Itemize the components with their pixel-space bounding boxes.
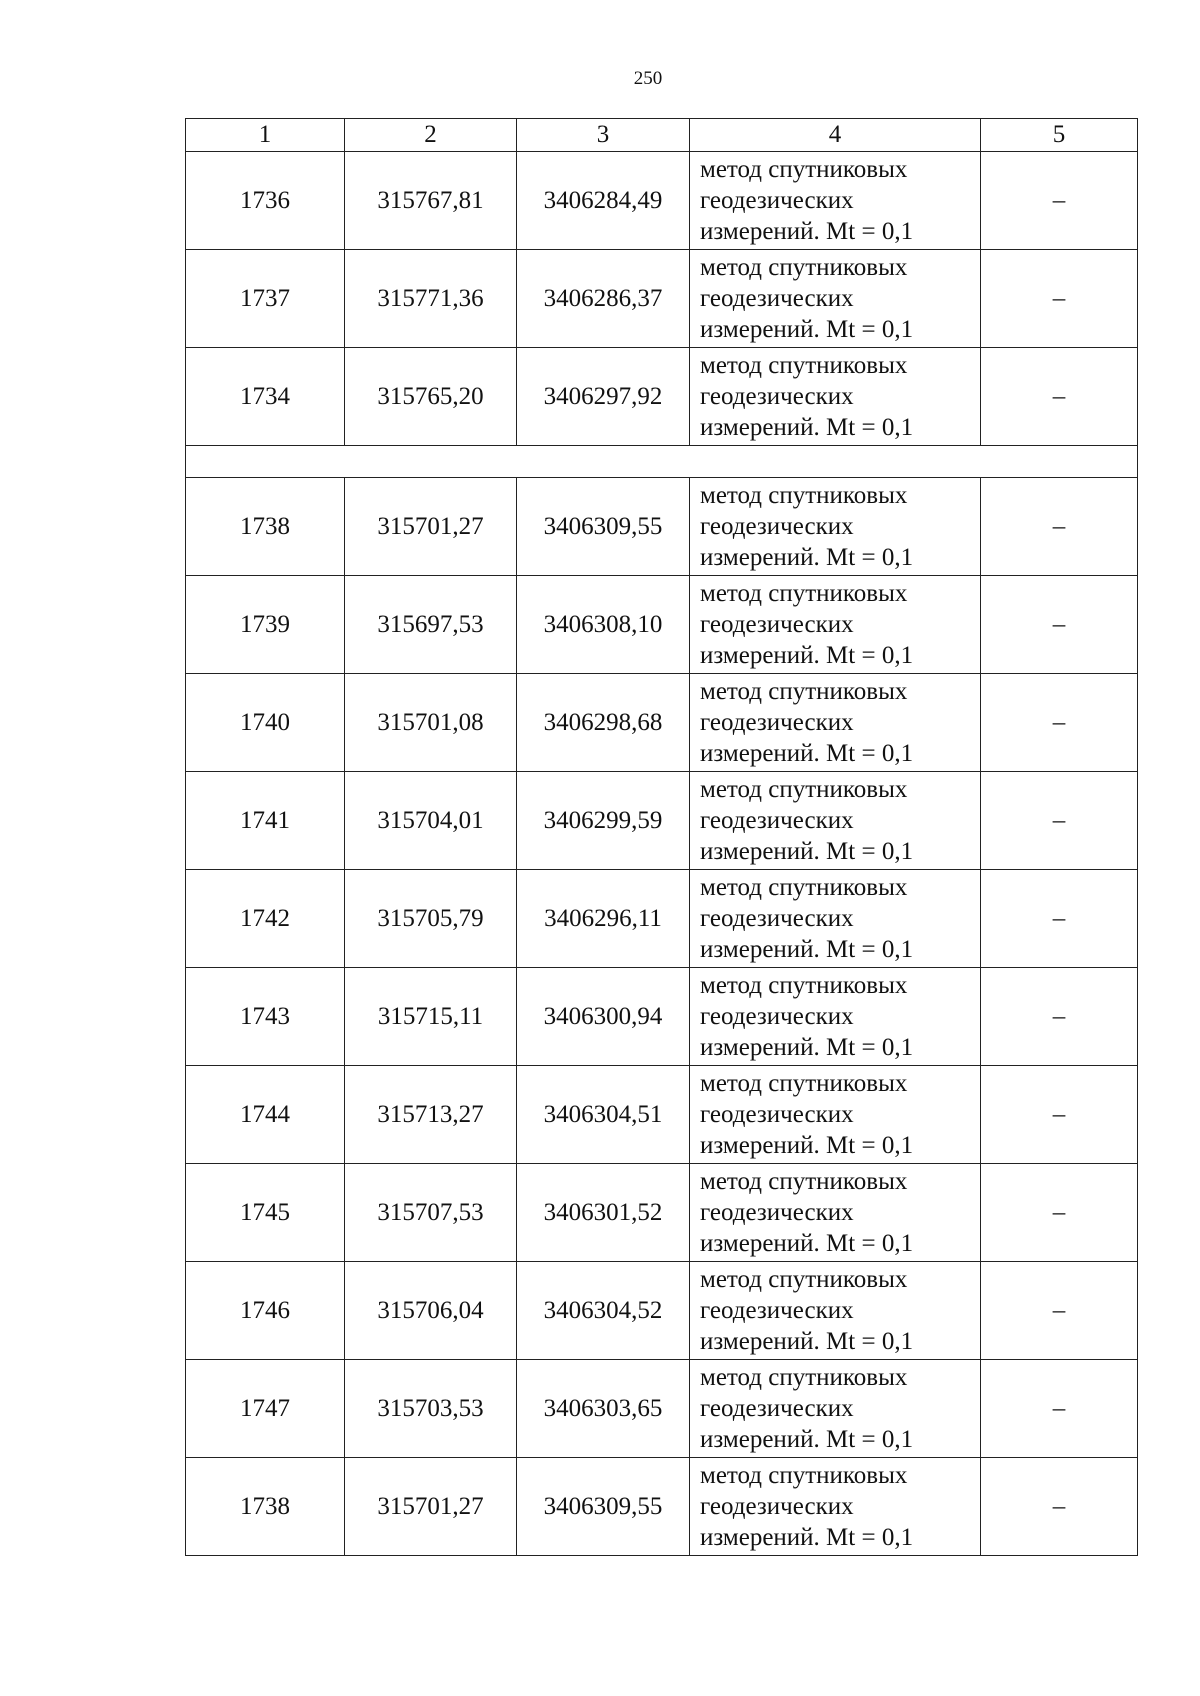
method-cell [690, 1066, 981, 1164]
x-coordinate-cell: 315707,53 [345, 1164, 517, 1262]
header-row [186, 119, 1138, 152]
method-line: метод спутниковых [700, 1266, 908, 1293]
page-number: 250 [633, 68, 663, 89]
y-coordinate-cell: 3406309,55 [517, 1458, 690, 1556]
y-coordinate-cell: 3406298,68 [517, 674, 690, 772]
method-line: метод спутниковых [700, 254, 908, 281]
method-cell [690, 1164, 981, 1262]
y-coordinate-cell: 3406309,55 [517, 478, 690, 576]
point-number-cell: 1745 [186, 1164, 345, 1262]
column-header-5: 5 [981, 119, 1138, 152]
method-line: метод спутниковых [700, 352, 908, 379]
method-cell [690, 576, 981, 674]
method-line: измерений. Mt = 0,1 [700, 642, 914, 669]
table-row [186, 870, 1138, 968]
method-cell [690, 968, 981, 1066]
point-number-cell: 1741 [186, 772, 345, 870]
note-cell: – [981, 1262, 1138, 1360]
column-header-4: 4 [690, 119, 981, 152]
y-coordinate-cell: 3406284,49 [517, 152, 690, 250]
note-cell: – [981, 576, 1138, 674]
method-cell [690, 674, 981, 772]
method-line: геодезических [700, 285, 854, 312]
table-row [186, 1360, 1138, 1458]
table-header [186, 119, 1138, 152]
method-line: измерений. Mt = 0,1 [700, 1132, 914, 1159]
y-coordinate-cell: 3406304,52 [517, 1262, 690, 1360]
separator-row [186, 446, 1138, 478]
method-line: измерений. Mt = 0,1 [700, 838, 914, 865]
method-line: геодезических [700, 513, 854, 540]
note-cell: – [981, 250, 1138, 348]
point-number-cell: 1738 [186, 1458, 345, 1556]
method-line: метод спутниковых [700, 1070, 908, 1097]
y-coordinate-cell: 3406296,11 [517, 870, 690, 968]
note-cell: – [981, 968, 1138, 1066]
method-line: геодезических [700, 807, 854, 834]
point-number-cell: 1747 [186, 1360, 345, 1458]
method-line: измерений. Mt = 0,1 [700, 316, 914, 343]
x-coordinate-cell: 315704,01 [345, 772, 517, 870]
method-line: измерений. Mt = 0,1 [700, 544, 914, 571]
table-body [186, 152, 1138, 1556]
method-line: геодезических [700, 709, 854, 736]
method-line: измерений. Mt = 0,1 [700, 1034, 914, 1061]
method-line: измерений. Mt = 0,1 [700, 1230, 914, 1257]
separator-cell [186, 446, 1138, 478]
method-cell [690, 152, 981, 250]
table-row [186, 1066, 1138, 1164]
y-coordinate-cell: 3406297,92 [517, 348, 690, 446]
point-number-cell: 1744 [186, 1066, 345, 1164]
method-cell [690, 250, 981, 348]
y-coordinate-cell: 3406286,37 [517, 250, 690, 348]
y-coordinate-cell: 3406299,59 [517, 772, 690, 870]
table-row [186, 1164, 1138, 1262]
y-coordinate-cell: 3406303,65 [517, 1360, 690, 1458]
method-line: измерений. Mt = 0,1 [700, 414, 914, 441]
x-coordinate-cell: 315701,27 [345, 1458, 517, 1556]
method-line: метод спутниковых [700, 580, 908, 607]
note-cell: – [981, 1360, 1138, 1458]
note-cell: – [981, 772, 1138, 870]
method-line: геодезических [700, 1199, 854, 1226]
note-cell: – [981, 152, 1138, 250]
y-coordinate-cell: 3406304,51 [517, 1066, 690, 1164]
method-line: геодезических [700, 383, 854, 410]
method-line: геодезических [700, 1395, 854, 1422]
method-cell [690, 870, 981, 968]
method-line: геодезических [700, 905, 854, 932]
note-cell: – [981, 870, 1138, 968]
method-cell [690, 1360, 981, 1458]
method-line: метод спутниковых [700, 156, 908, 183]
method-cell [690, 772, 981, 870]
method-line: измерений. Mt = 0,1 [700, 1524, 914, 1551]
note-cell: – [981, 478, 1138, 576]
method-line: метод спутниковых [700, 1168, 908, 1195]
note-cell: – [981, 674, 1138, 772]
method-line: измерений. Mt = 0,1 [700, 740, 914, 767]
table-row [186, 1458, 1138, 1556]
method-line: геодезических [700, 611, 854, 638]
x-coordinate-cell: 315697,53 [345, 576, 517, 674]
method-line: метод спутниковых [700, 1364, 908, 1391]
x-coordinate-cell: 315715,11 [345, 968, 517, 1066]
x-coordinate-cell: 315765,20 [345, 348, 517, 446]
x-coordinate-cell: 315703,53 [345, 1360, 517, 1458]
note-cell: – [981, 1066, 1138, 1164]
method-line: метод спутниковых [700, 678, 908, 705]
column-header-2: 2 [345, 119, 517, 152]
x-coordinate-cell: 315767,81 [345, 152, 517, 250]
method-cell [690, 1262, 981, 1360]
x-coordinate-cell: 315705,79 [345, 870, 517, 968]
table-row [186, 674, 1138, 772]
method-line: геодезических [700, 1003, 854, 1030]
x-coordinate-cell: 315701,27 [345, 478, 517, 576]
column-header-3: 3 [517, 119, 690, 152]
point-number-cell: 1743 [186, 968, 345, 1066]
method-line: геодезических [700, 1297, 854, 1324]
x-coordinate-cell: 315713,27 [345, 1066, 517, 1164]
method-line: измерений. Mt = 0,1 [700, 1328, 914, 1355]
y-coordinate-cell: 3406301,52 [517, 1164, 690, 1262]
note-cell: – [981, 1164, 1138, 1262]
method-cell [690, 478, 981, 576]
table-row [186, 348, 1138, 446]
table-row [186, 152, 1138, 250]
method-line: измерений. Mt = 0,1 [700, 936, 914, 963]
point-number-cell: 1739 [186, 576, 345, 674]
method-line: метод спутниковых [700, 972, 908, 999]
point-number-cell: 1742 [186, 870, 345, 968]
x-coordinate-cell: 315771,36 [345, 250, 517, 348]
method-cell [690, 1458, 981, 1556]
note-cell: – [981, 1458, 1138, 1556]
point-number-cell: 1736 [186, 152, 345, 250]
x-coordinate-cell: 315706,04 [345, 1262, 517, 1360]
table-row [186, 478, 1138, 576]
table-row [186, 772, 1138, 870]
table-row [186, 576, 1138, 674]
method-line: метод спутниковых [700, 1462, 908, 1489]
table-row [186, 250, 1138, 348]
method-cell [690, 348, 981, 446]
method-line: геодезических [700, 1493, 854, 1520]
point-number-cell: 1734 [186, 348, 345, 446]
method-line: метод спутниковых [700, 776, 908, 803]
table-row [186, 1262, 1138, 1360]
method-line: измерений. Mt = 0,1 [700, 218, 914, 245]
table-row [186, 968, 1138, 1066]
method-line: геодезических [700, 1101, 854, 1128]
y-coordinate-cell: 3406308,10 [517, 576, 690, 674]
x-coordinate-cell: 315701,08 [345, 674, 517, 772]
point-number-cell: 1740 [186, 674, 345, 772]
point-number-cell: 1746 [186, 1262, 345, 1360]
method-line: метод спутниковых [700, 482, 908, 509]
note-cell: – [981, 348, 1138, 446]
y-coordinate-cell: 3406300,94 [517, 968, 690, 1066]
method-line: геодезических [700, 187, 854, 214]
point-number-cell: 1738 [186, 478, 345, 576]
point-number-cell: 1737 [186, 250, 345, 348]
coordinates-table [185, 118, 1138, 1556]
method-line: метод спутниковых [700, 874, 908, 901]
method-line: измерений. Mt = 0,1 [700, 1426, 914, 1453]
column-header-1: 1 [186, 119, 345, 152]
